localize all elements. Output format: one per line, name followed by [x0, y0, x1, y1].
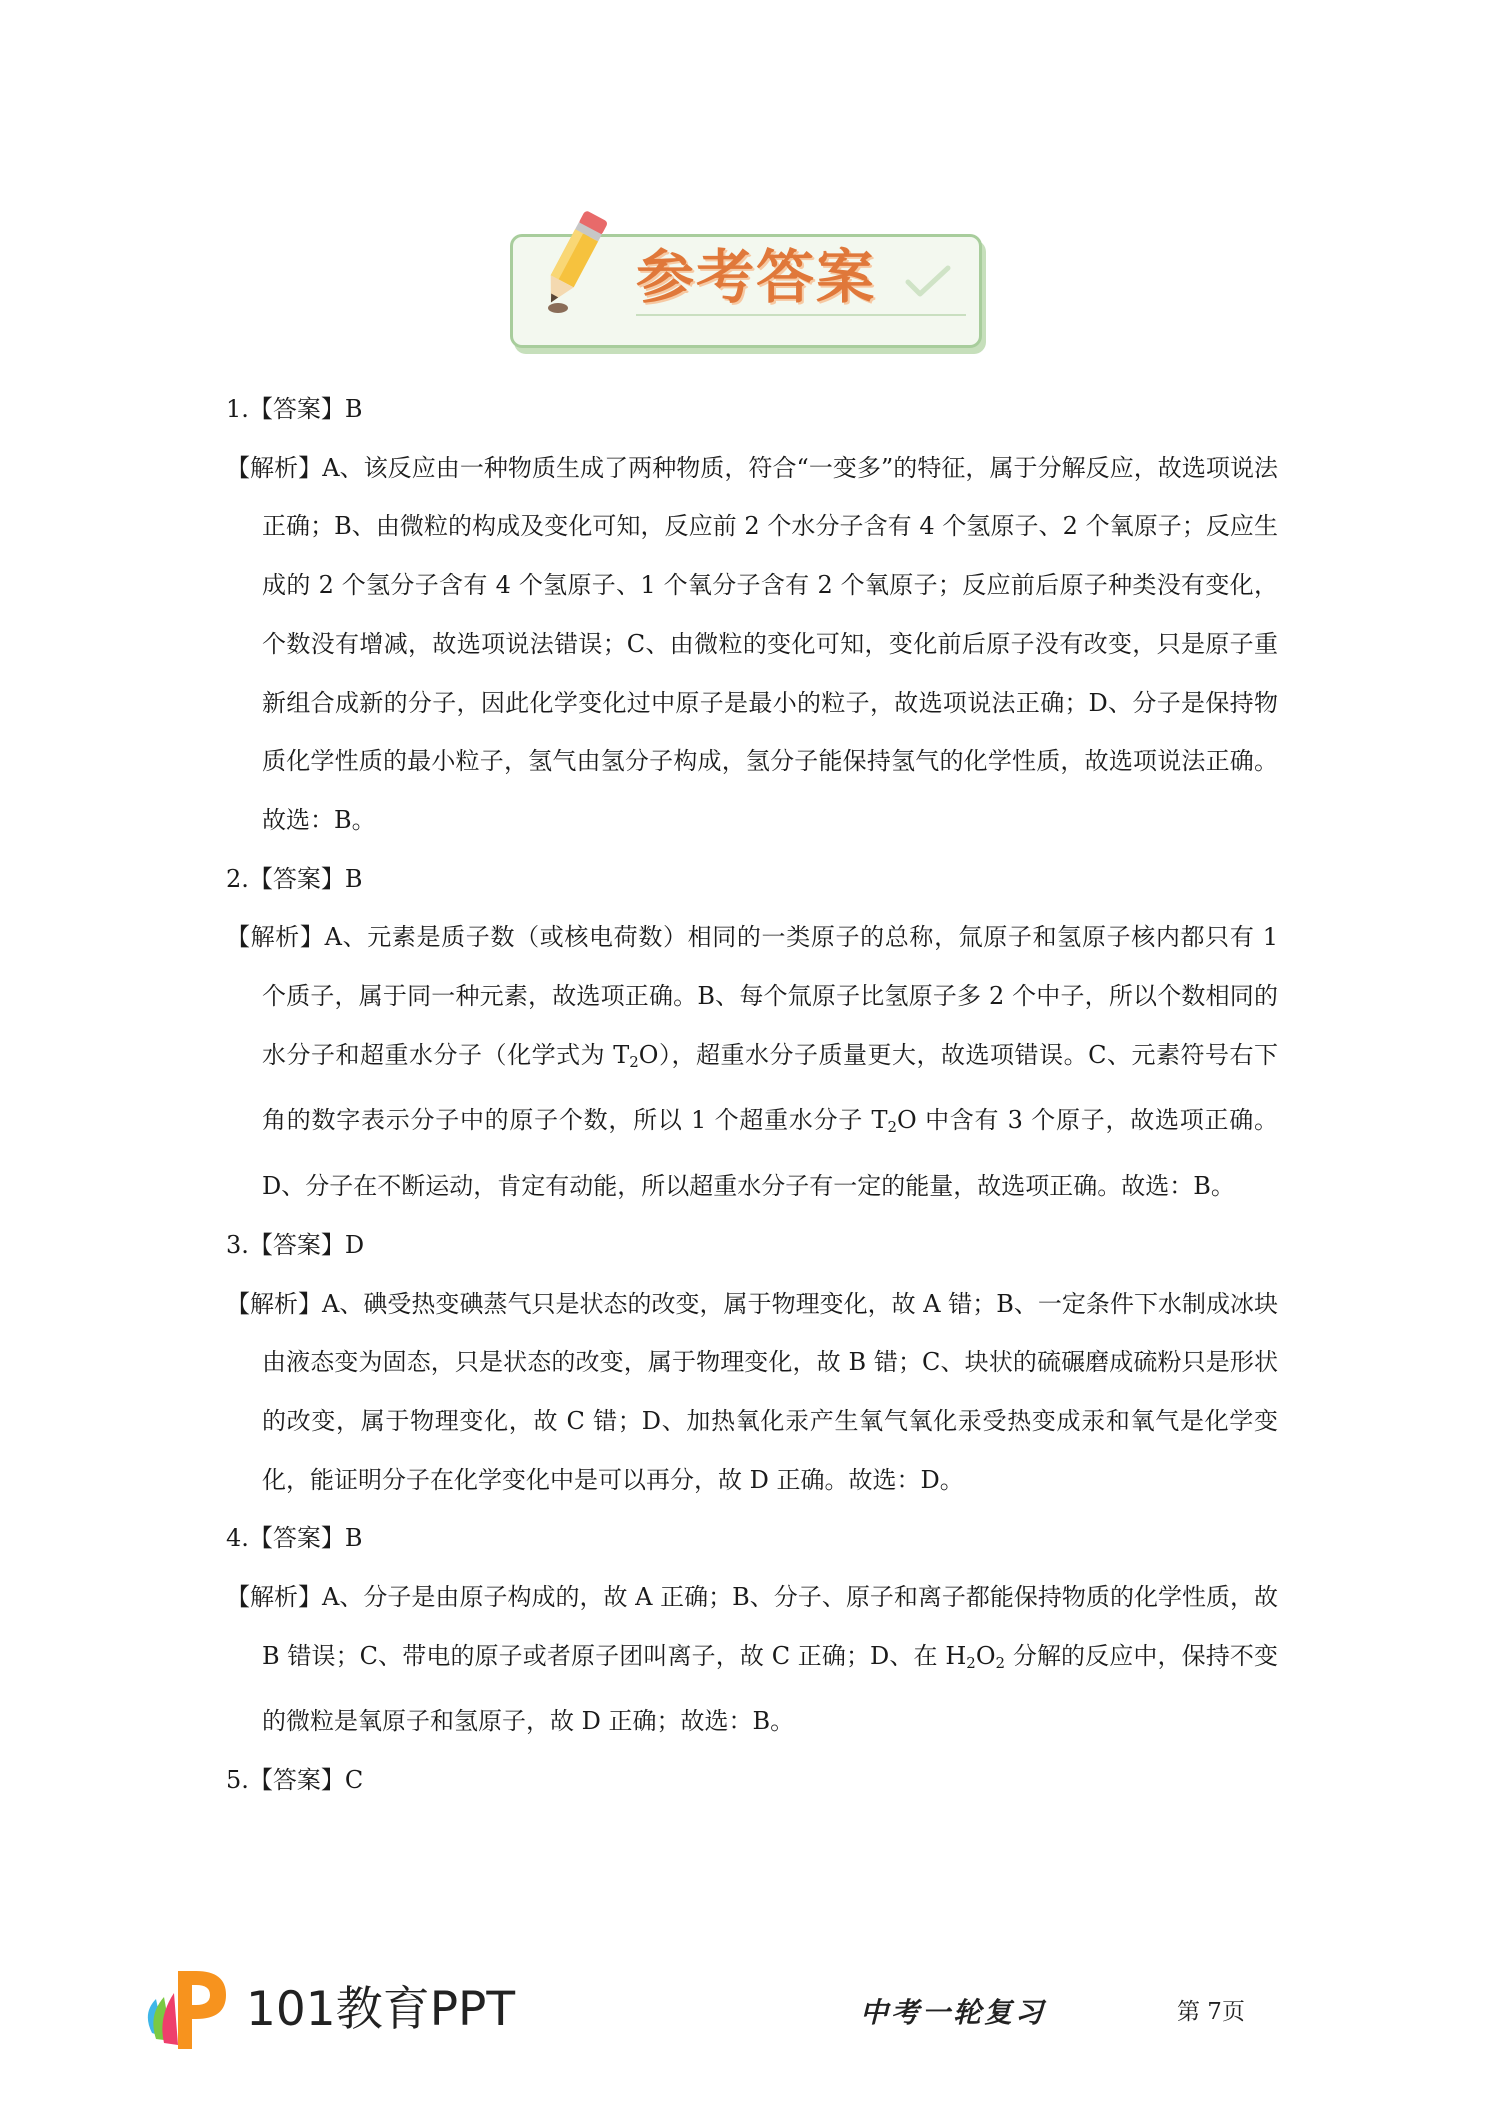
answer-2: 2.【答案】B — [226, 864, 363, 893]
explanation-3 — [226, 1275, 1278, 1510]
explanation-text: A、元素是质子数（或核电荷数）相同的一类原子的总称，氚原子和氢原子核内都只有 1 个质子，属于同一种元素，故选项正确。B、每个氚原子比氢原子多 2 个中子，所以个数相同的水分子和超重水分子（化学式为 T — [262, 923, 1279, 1069]
subscript: 2 — [629, 1052, 639, 1071]
explanation-label: 【解析】 — [226, 453, 323, 482]
answer-4: 4.【答案】B — [226, 1524, 363, 1553]
explanation-text: O — [975, 1641, 996, 1670]
explanation-label: 【解析】 — [226, 1289, 323, 1318]
explanation-2 — [226, 908, 1278, 1216]
explanation-text: 分解的反应中，保持不变的微粒是氧原子和氢原子，故 D 正确；故选：B。 — [262, 1641, 1278, 1736]
explanation-text: O），超重水分子质量更大，故选项错误。C、元素符号右下角的数字表示分子中的原子个数，所以 1 个超重水分子 T — [262, 1040, 1278, 1135]
banner-underline — [636, 314, 966, 316]
banner-title: 参考答案 — [636, 243, 877, 311]
subscript: 2 — [966, 1653, 976, 1672]
subscript: 2 — [887, 1118, 898, 1137]
explanation-text: O 中含有 3 个原子，故选项正确。D、分子在不断运动，肯定有动能，所以超重水分子有一定的能量，故选项正确。故选：B。 — [262, 1106, 1278, 1201]
explanation-4 — [226, 1568, 1278, 1751]
explanation-text: A、分子是由原子构成的，故 A 正确；B、分子、原子和离子都能保持物质的化学性质，故 B 错误；C、带电的原子或者原子团叫离子，故 C 正确；D、在 H — [262, 1583, 1278, 1670]
pencil-icon — [528, 206, 618, 316]
answer-list — [226, 380, 1278, 1810]
explanation-1 — [226, 439, 1278, 850]
answer-1: 1.【答案】B — [226, 395, 363, 423]
subscript: 2 — [995, 1653, 1006, 1672]
explanation-label: 【解析】 — [226, 1583, 323, 1612]
explanation-label: 【解析】 — [226, 923, 325, 952]
answer-5: 5.【答案】C — [226, 1766, 364, 1795]
check-icon — [904, 264, 952, 300]
answer-3: 3.【答案】D — [226, 1230, 365, 1259]
answer-banner — [506, 206, 986, 351]
brand-logo-icon — [142, 1963, 232, 2055]
explanation-text: A、碘受热变碘蒸气只是状态的改变，属于物理变化，故 A 错；B、一定条件下水制成冰块由液态变为固态，只是状态的改变，属于物理变化，故 B 错；C、块状的硫碾磨成硫粉只是形状的改变，属于物理变化，故 C 错；D、加热氧化汞产生氧气氧化汞受热变成汞和氧气是化学变化，能证明分子在化学变化中是可以再分，故 D 正确。故选：D。 — [262, 1289, 1278, 1494]
series-title: 中考一轮复习 — [860, 1996, 1047, 2029]
explanation-text: A、该反应由一种物质生成了两种物质，符合“一变多”的特征，属于分解反应，故选项说法正确；B、由微粒的构成及变化可知，反应前 2 个水分子含有 4 个氢原子、2 个氧原子；反应生成的 2 个氢分子含有 4 个氢原子、1 个氧分子含有 2 个氧原子；反应前后原子种类没有变化，个数没有增减，故选项说法错误；C、由微粒的变化可知，变化前后原子没有改变，只是原子重新组合成新的分子，因此化学变化过中原子是最小的粒子，故选项说法正确；D、分子是保持物质化学性质的最小粒子，氢气由氢分子构成，氢分子能保持氢气的化学性质，故选项说法正确。故选：B。 — [262, 453, 1279, 834]
brand-name: 101教育PPT — [246, 1982, 516, 2037]
page-number: 第 7页 — [1177, 1999, 1245, 2025]
